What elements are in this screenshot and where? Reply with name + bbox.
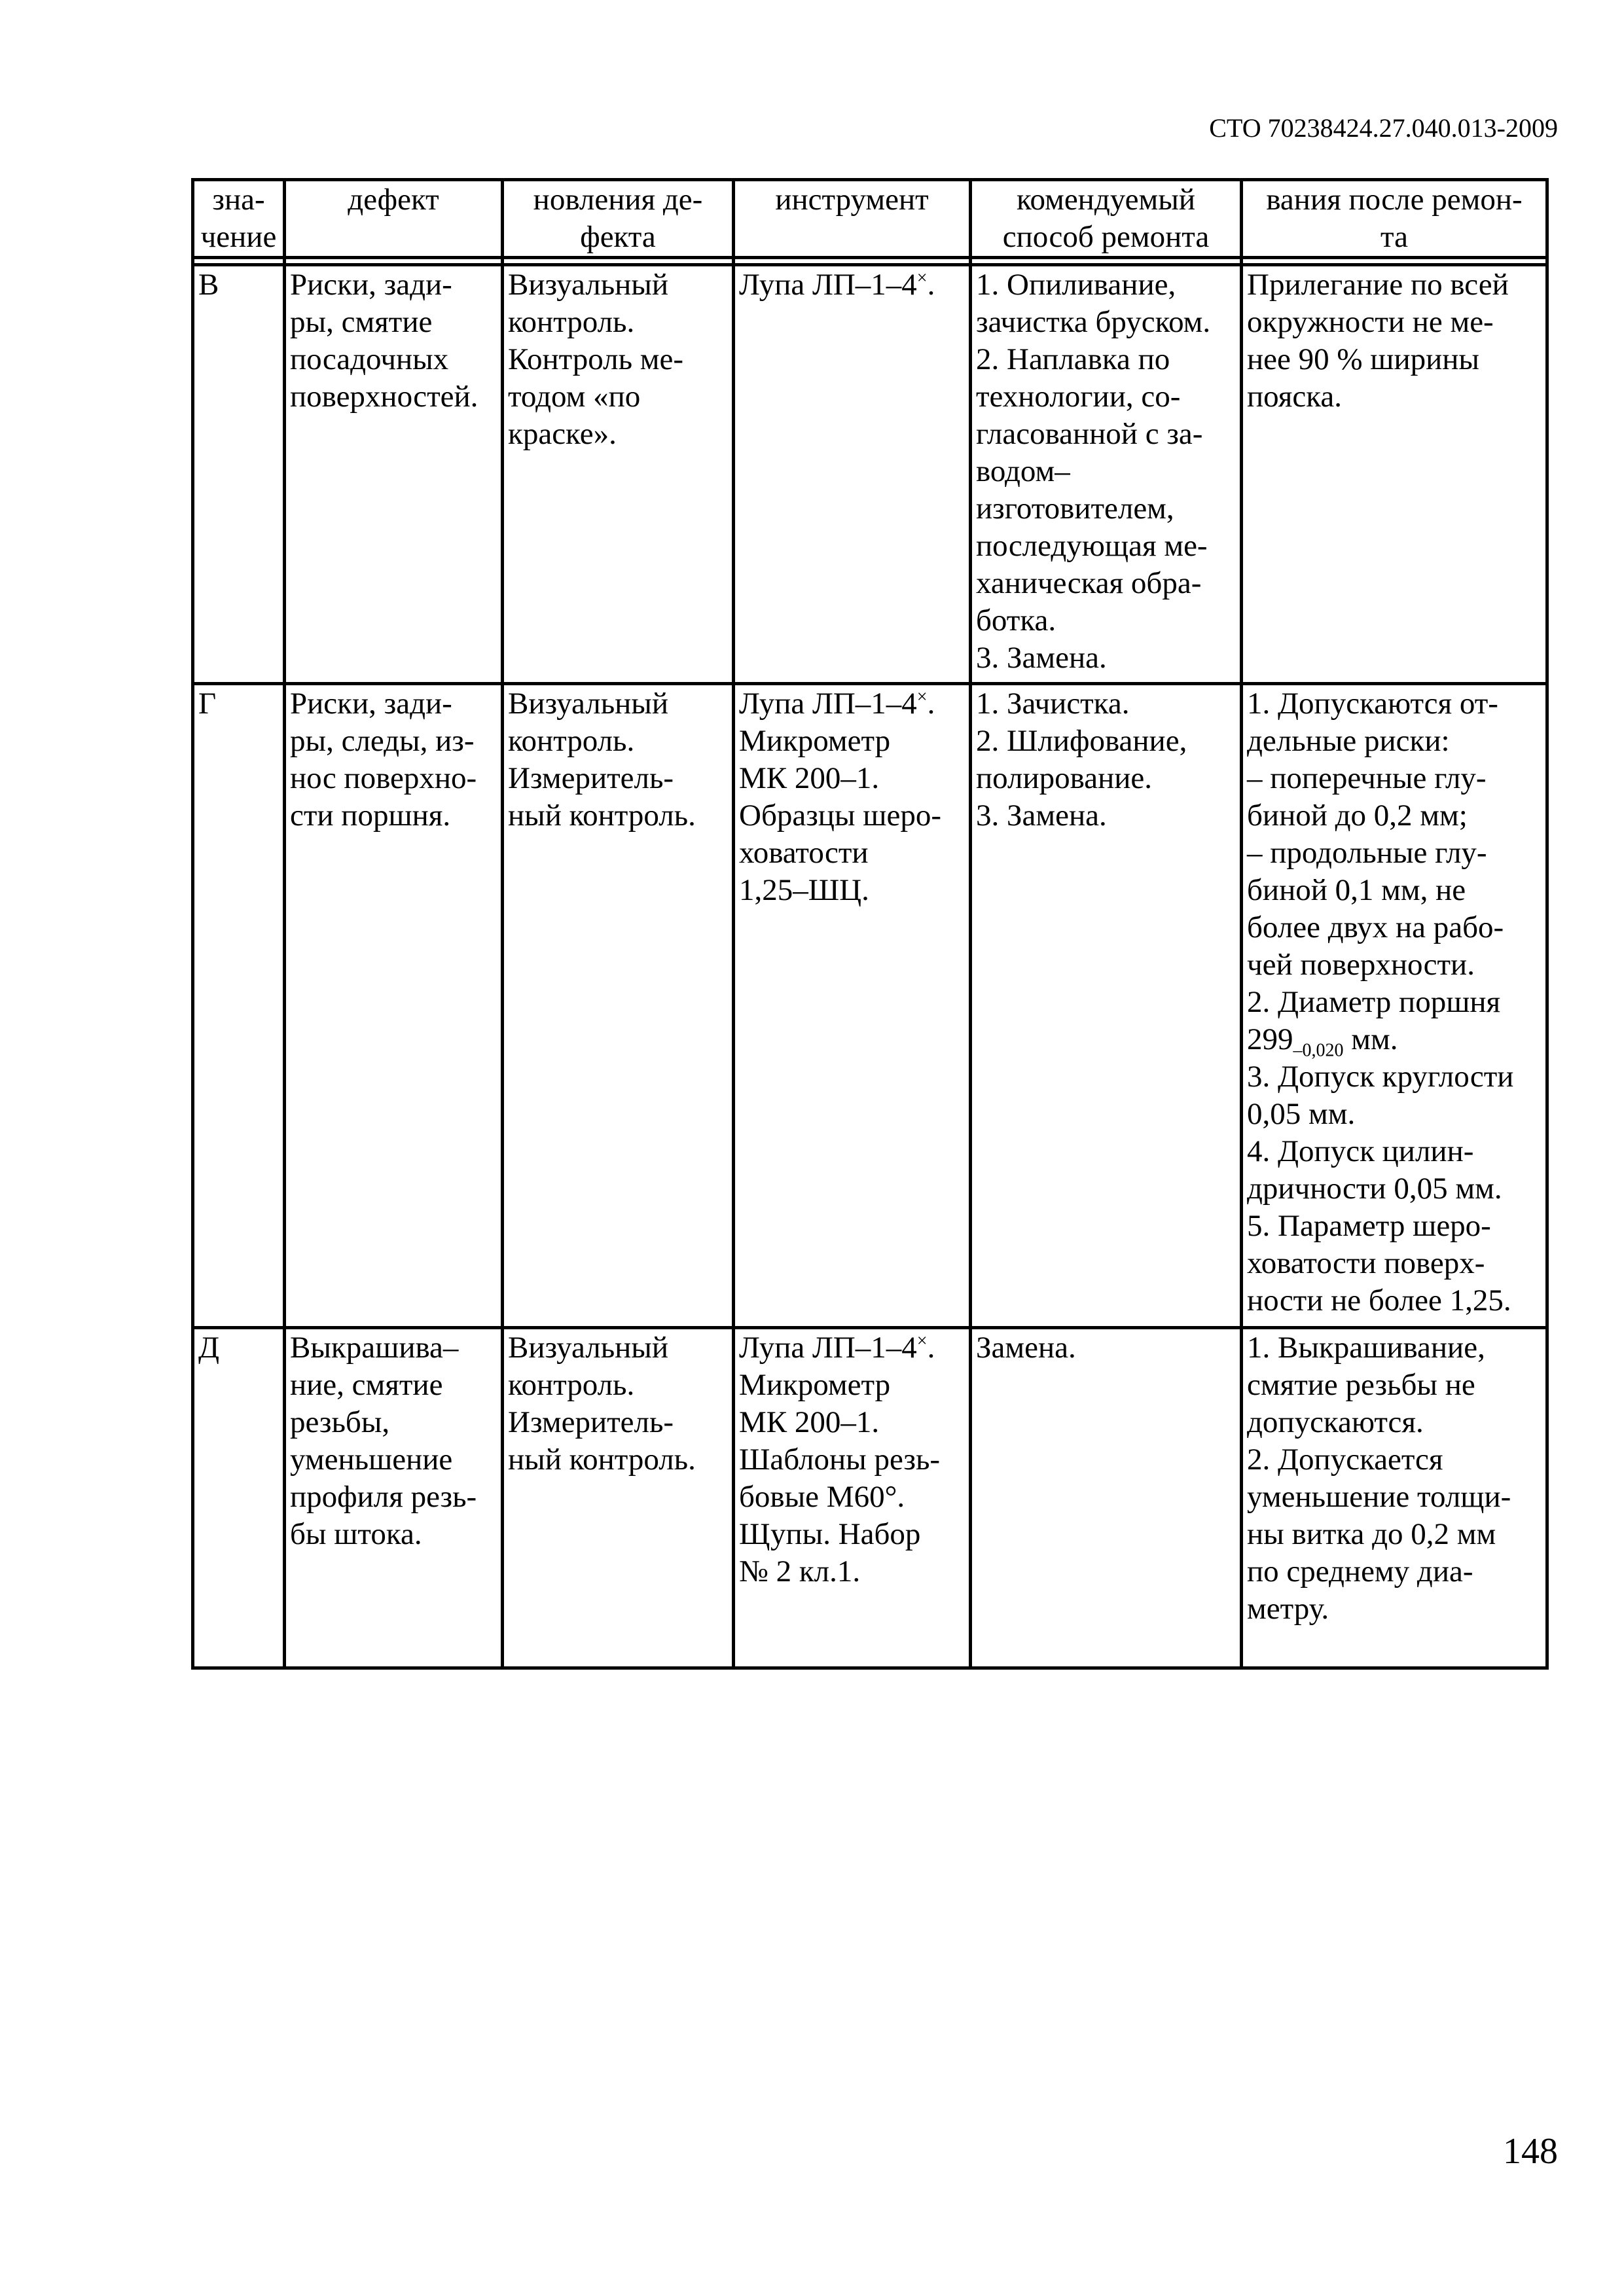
row-repair: 1. Зачистка. 2. Шлифование, полирование. 3. Замена. <box>971 684 1242 1328</box>
row-tool: Лупа ЛП–1–4×. Микрометр МК 200–1. Образцы шеро- ховатости 1,25–ШЦ. <box>734 684 971 1328</box>
row-repair: 1. Опиливание, зачистка бруском. 2. Наплавка по технологии, со- гласованной с за- водом– изготовителем, последующая ме- ханическая обра- ботка. 3. Замена. <box>971 265 1242 684</box>
row-code: В <box>193 265 285 684</box>
defects-table <box>191 178 1549 1670</box>
row-tool: Лупа ЛП–1–4×. <box>734 265 971 684</box>
row-requirements: 1. Выкрашивание, смятие резьбы не допускаются. 2. Допускается уменьшение толщи- ны витка до 0,2 мм по среднему диа- метру. <box>1242 1328 1547 1668</box>
row-defect: Риски, зади- ры, смятие посадочных поверхностей. <box>285 265 503 684</box>
row-code: Д <box>193 1328 285 1668</box>
row-defect: Риски, зади- ры, следы, из- нос поверхно- сти поршня. <box>285 684 503 1328</box>
row-defect: Выкрашива– ние, смятие резьбы, уменьшение профиля резь- бы штока. <box>285 1328 503 1668</box>
table-row <box>193 684 1547 1328</box>
row-repair: Замена. <box>971 1328 1242 1668</box>
header-detection-method: новления де- фекта <box>503 180 734 258</box>
row-requirements: Прилегание по всей окружности не ме- нее 90 % ширины пояска. <box>1242 265 1547 684</box>
row-method: Визуальный контроль. Контроль ме- тодом «по краске». <box>503 265 734 684</box>
header-code: зна- чение <box>193 180 285 258</box>
header-requirements: вания после ремон- та <box>1242 180 1547 258</box>
header-separator <box>193 258 1547 265</box>
table-header-row <box>193 180 1547 258</box>
row-tool: Лупа ЛП–1–4×. Микрометр МК 200–1. Шаблоны резь- бовые М60°. Щупы. Набор № 2 кл.1. <box>734 1328 971 1668</box>
table-row <box>193 1328 1547 1668</box>
page-number: 148 <box>1503 2131 1558 2172</box>
row-requirements: 1. Допускаются от- дельные риски: – поперечные глу- биной до 0,2 мм; – продольные глу- биной 0,1 мм, не более двух на рабо- чей поверхности. 2. Диаметр поршня $299_{-0,020}$ мм. 3. Допуск круглости 0,05 мм. 4. Допуск цилин- дричности 0,05 мм. 5. Параметр шеро- ховатости поверх- ности не более 1,25. <box>1242 684 1547 1328</box>
row-code: Г <box>193 684 285 1328</box>
row-method: Визуальный контроль. Измеритель- ный контроль. <box>503 684 734 1328</box>
row-method: Визуальный контроль. Измеритель- ный контроль. <box>503 1328 734 1668</box>
table-row <box>193 265 1547 684</box>
header-tool: инструмент <box>734 180 971 258</box>
header-repair-method: комендуемый способ ремонта <box>971 180 1242 258</box>
document-code: СТО 70238424.27.040.013-2009 <box>1209 113 1558 143</box>
header-defect: дефект <box>285 180 503 258</box>
